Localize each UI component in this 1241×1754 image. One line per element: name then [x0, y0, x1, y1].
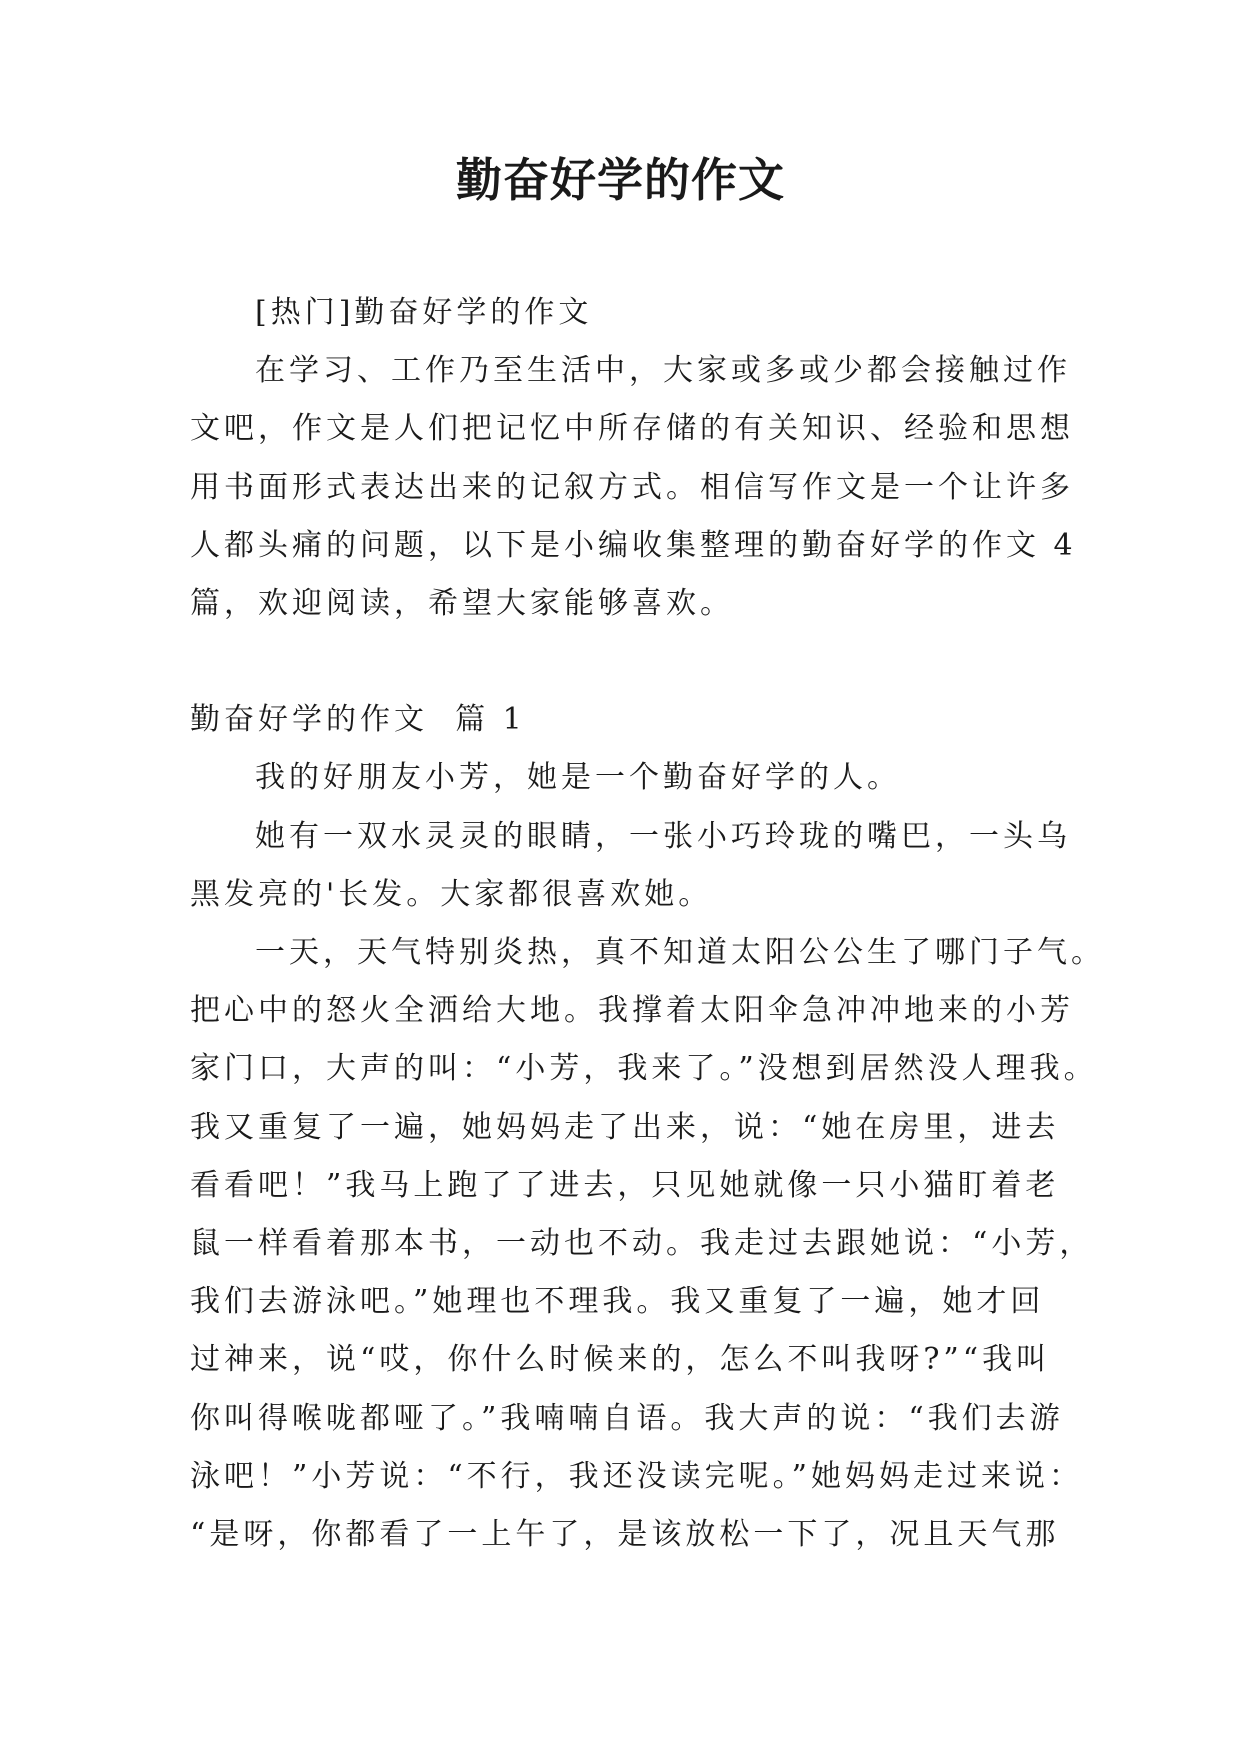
document-body	[190, 284, 1105, 1564]
document-title: 勤奋好学的作文	[456, 153, 785, 207]
text-line: 我又重复了一遍，她妈妈走了出来，说：“她在房里，进去	[190, 1109, 1060, 1145]
section-spacer	[190, 633, 1052, 691]
paragraph-2	[190, 808, 1071, 924]
text-line: 你叫得喉咙都哑了。”我喃喃自语。我大声的说：“我们去游	[190, 1400, 1064, 1436]
intro-heading: [热门]勤奋好学的作文	[255, 295, 593, 330]
text-line: 看看吧！”我马上跑了了进去，只见她就像一只小猫盯着老	[190, 1167, 1060, 1203]
text-line: 篇，欢迎阅读，希望大家能够喜欢。	[190, 586, 734, 622]
text-line: 文吧，作文是人们把记忆中所存储的有关知识、经验和思想	[190, 411, 1074, 447]
text-line: 人都头痛的问题，以下是小编收集整理的勤奋好学的作文 4	[190, 527, 1077, 563]
text-line: 家门口，大声的叫：“小芳，我来了。”没想到居然没人理我。	[190, 1051, 1098, 1087]
paragraph-1	[190, 749, 1052, 807]
text-line: 在学习、工作乃至生活中，大家或多或少都会接触过作	[255, 353, 1071, 389]
text-line: 我的好朋友小芳，她是一个勤奋好学的人。	[255, 760, 901, 796]
text-line: 她有一双水灵灵的眼睛，一张小巧玲珑的嘴巴，一头乌	[255, 818, 1071, 854]
text-line: 我们去游泳吧。”她理也不理我。我又重复了一遍，她才回	[190, 1284, 1045, 1320]
text-line: 一天，天气特别炎热，真不知道太阳公公生了哪门子气。	[255, 935, 1105, 971]
text-line: 黑发亮的'长发。大家都很喜欢她。	[190, 876, 713, 912]
intro-paragraph	[190, 342, 1077, 633]
text-line: 把心中的怒火全洒给大地。我撑着太阳伞急冲冲地来的小芳	[190, 993, 1074, 1029]
text-line: 泳吧！”小芳说：“不行，我还没读完呢。”她妈妈走过来说：	[190, 1458, 1084, 1494]
text-line: 用书面形式表达出来的记叙方式。相信写作文是一个让许多	[190, 469, 1074, 505]
paragraph-3	[190, 924, 1105, 1564]
text-line: 鼠一样看着那本书，一动也不动。我走过去跟她说：“小芳，	[190, 1226, 1094, 1262]
text-line: “是呀，你都看了一上午了，是该放松一下了，况且天气那	[190, 1517, 1060, 1553]
text-line: 过神来，说“哎，你什么时候来的，怎么不叫我呀?”“我叫	[190, 1342, 1051, 1378]
section-heading: 勤奋好学的作文 篇 1	[190, 702, 526, 738]
